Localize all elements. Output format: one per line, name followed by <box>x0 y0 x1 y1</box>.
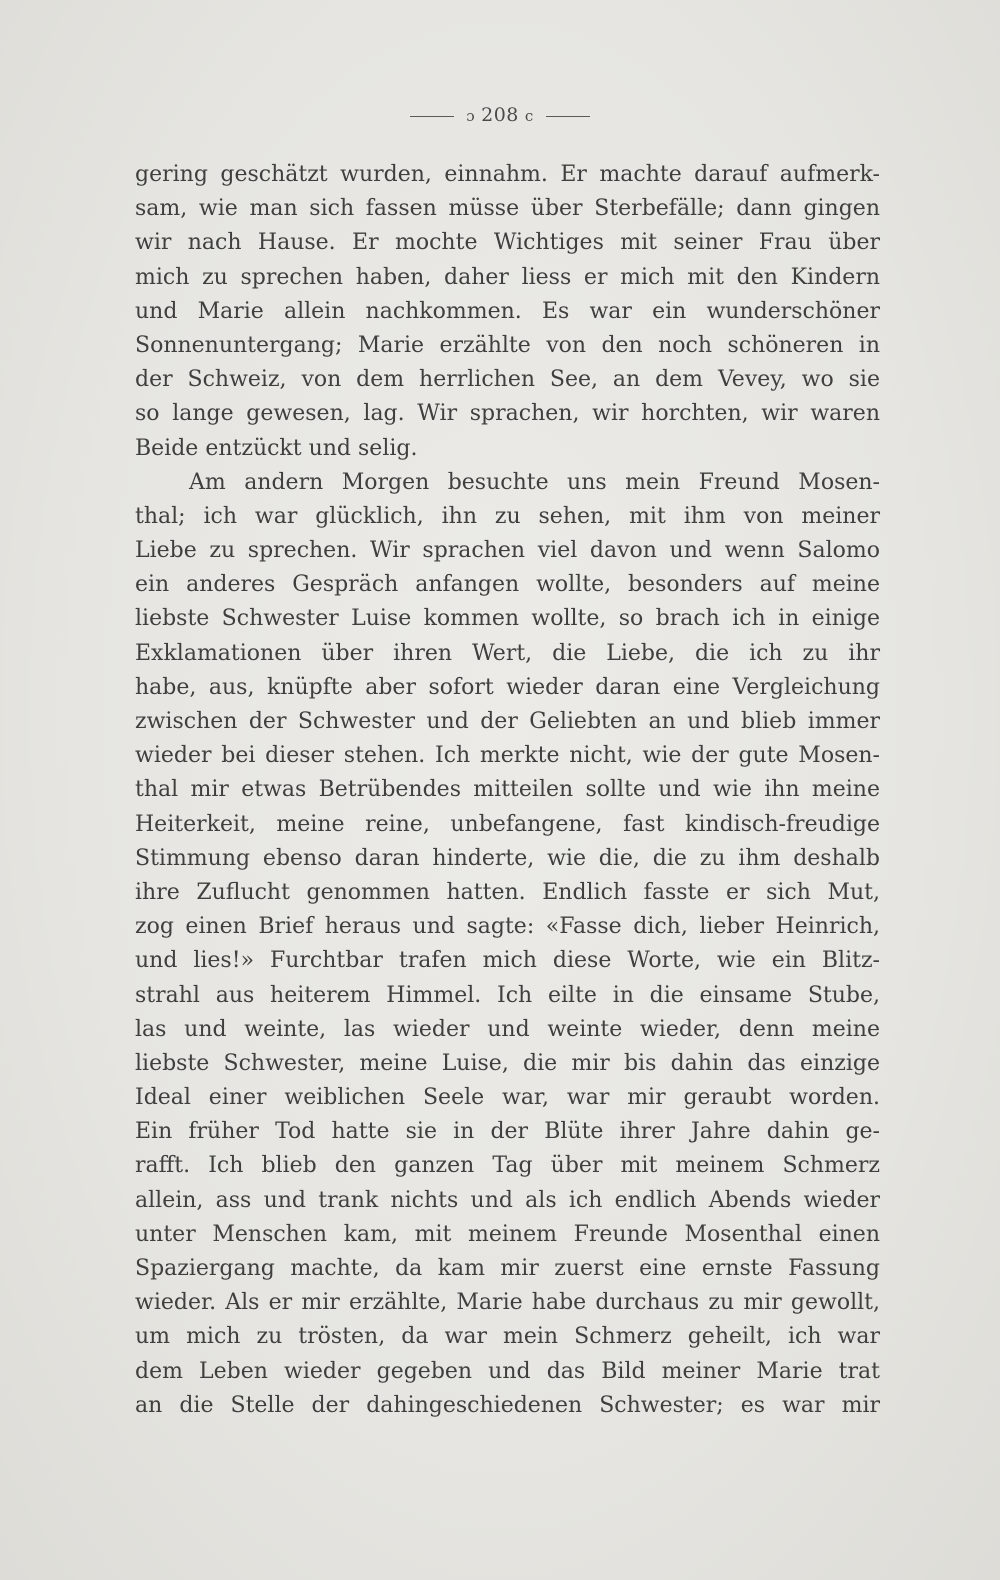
text-line: wir nach Hause. Er mochte Wichtiges mit seiner Frau über <box>135 230 880 256</box>
text-line: um mich zu trösten, da war mein Schmerz geheilt, ich war <box>135 1324 880 1350</box>
text-line: mich zu sprechen haben, daher liess er mich mit den Kindern <box>135 264 880 290</box>
text-line: zwischen der Schwester und der Geliebten an und blieb immer <box>135 709 880 734</box>
text-line: strahl aus heiterem Himmel. Ich eilte in die einsame Stube, <box>135 982 880 1008</box>
text-line: zog einen Brief heraus und sagte: «Fasse dich, lieber Heinrich, <box>135 914 880 940</box>
text-line: ihre Zuflucht genommen hatten. Endlich fasste er sich Mut, <box>135 879 880 905</box>
text-line: der Schweiz, von dem herrlichen See, an dem Vevey, wo sie <box>135 367 880 393</box>
text-line: allein, ass und trank nichts und als ich endlich Abends wieder <box>135 1187 880 1213</box>
paragraph-start-line: Am andern Morgen besuchte uns mein Freund Mosen- <box>189 469 880 495</box>
text-line: Heiterkeit, meine reine, unbefangene, fast kindisch-freudige <box>135 811 880 837</box>
right-rule <box>546 116 590 117</box>
running-head <box>0 104 1000 126</box>
text-line: rafft. Ich blieb den ganzen Tag über mit meinem Schmerz <box>135 1153 880 1179</box>
text-line: Liebe zu sprechen. Wir sprachen viel davon und wenn Salomo <box>135 538 880 564</box>
text-line: Exklamationen über ihren Wert, die Liebe, die ich zu ihr <box>135 640 880 666</box>
page-number: 208 <box>481 104 519 126</box>
text-line: Stimmung ebenso daran hinderte, wie die, die zu ihm deshalb <box>135 845 880 871</box>
left-rule <box>410 116 454 117</box>
text-line: an die Stelle der dahingeschiedenen Schwester; es war mir <box>135 1392 880 1418</box>
text-line: wieder bei dieser stehen. Ich merkte nicht, wie der gute Mosen- <box>135 743 880 769</box>
paragraph-end-line: Beide entzückt und selig. <box>135 435 418 461</box>
text-line: thal; ich war glücklich, ihn zu sehen, mit ihm von meiner <box>135 503 880 529</box>
text-line: und Marie allein nachkommen. Es war ein wunderschöner <box>135 298 880 324</box>
text-line: Spaziergang machte, da kam mir zuerst eine ernste Fassung <box>135 1256 880 1281</box>
text-line: sam, wie man sich fassen müsse über Sterbefälle; dann gingen <box>135 196 880 222</box>
text-line: wieder. Als er mir erzählte, Marie habe durchaus zu mir gewollt, <box>135 1290 880 1316</box>
text-line: habe, aus, knüpfte aber sofort wieder daran eine Vergleichung <box>135 674 880 700</box>
text-line: Ein früher Tod hatte sie in der Blüte ihrer Jahre dahin ge- <box>135 1119 880 1145</box>
text-line: dem Leben wieder gegeben und das Bild meiner Marie trat <box>135 1358 880 1384</box>
text-line: so lange gewesen, lag. Wir sprachen, wir horchten, wir waren <box>135 401 880 427</box>
text-line: thal mir etwas Betrübendes mitteilen sollte und wie ihn meine <box>135 777 880 803</box>
text-line: Sonnenuntergang; Marie erzählte von den noch schöneren in <box>135 332 880 358</box>
text-line: Ideal einer weiblichen Seele war, war mir geraubt worden. <box>135 1085 880 1111</box>
body-text <box>135 158 880 1423</box>
text-line: und lies!» Furchtbar trafen mich diese Worte, wie ein Blitz- <box>135 948 880 974</box>
text-line: gering geschätzt wurden, einnahm. Er machte darauf aufmerk- <box>135 162 880 187</box>
right-ornament: c <box>524 107 534 125</box>
text-line: liebste Schwester, meine Luise, die mir bis dahin das einzige <box>135 1050 880 1076</box>
text-line: liebste Schwester Luise kommen wollte, so brach ich in einige <box>135 606 880 632</box>
text-line: unter Menschen kam, mit meinem Freunde Mosenthal einen <box>135 1221 880 1247</box>
text-line: las und weinte, las wieder und weinte wieder, denn meine <box>135 1016 880 1042</box>
text-line: ein anderes Gespräch anfangen wollte, besonders auf meine <box>135 572 880 598</box>
left-ornament: ɔ <box>466 107 476 125</box>
